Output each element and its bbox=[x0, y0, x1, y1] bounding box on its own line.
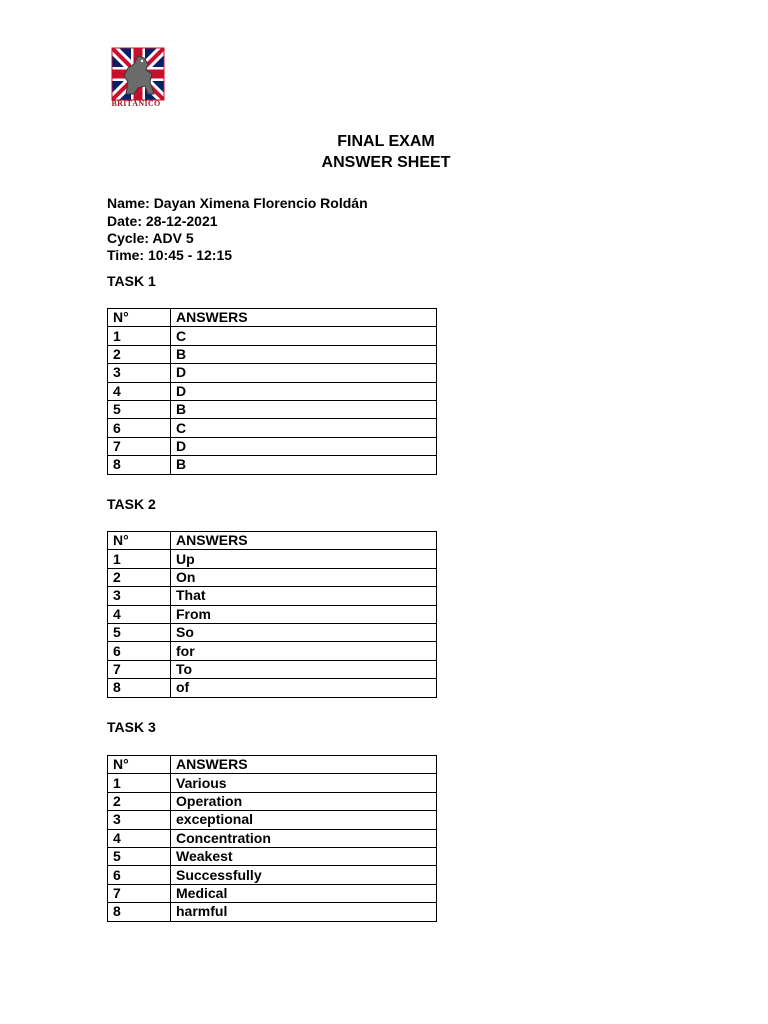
row-answer: Medical bbox=[171, 884, 437, 902]
row-number: 7 bbox=[108, 884, 171, 902]
info-name bbox=[107, 194, 368, 212]
table-row bbox=[108, 437, 437, 455]
table-row bbox=[108, 866, 437, 884]
table-row bbox=[108, 829, 437, 847]
row-answer: On bbox=[171, 568, 437, 586]
row-answer: Up bbox=[171, 550, 437, 568]
table-row bbox=[108, 605, 437, 623]
logo-wordmark: BRITÁNICO bbox=[111, 99, 161, 108]
row-number: 1 bbox=[108, 327, 171, 345]
column-header-answers: ANSWERS bbox=[171, 532, 437, 550]
column-header-number: N° bbox=[108, 756, 171, 774]
task-2-table bbox=[107, 531, 437, 698]
row-answer: B bbox=[171, 345, 437, 363]
row-number: 8 bbox=[108, 903, 171, 921]
table-row bbox=[108, 587, 437, 605]
row-answer: That bbox=[171, 587, 437, 605]
task-2-heading: TASK 2 bbox=[107, 496, 156, 512]
table-row bbox=[108, 811, 437, 829]
column-header-number: N° bbox=[108, 532, 171, 550]
row-number: 4 bbox=[108, 605, 171, 623]
row-number: 6 bbox=[108, 642, 171, 660]
row-number: 5 bbox=[108, 847, 171, 865]
date-value: 28-12-2021 bbox=[145, 213, 218, 229]
row-number: 5 bbox=[108, 400, 171, 418]
row-number: 1 bbox=[108, 774, 171, 792]
row-answer: harmful bbox=[171, 903, 437, 921]
info-cycle bbox=[107, 229, 194, 247]
name-label: Name: bbox=[107, 195, 150, 211]
row-answer: exceptional bbox=[171, 811, 437, 829]
row-answer: Concentration bbox=[171, 829, 437, 847]
table-row bbox=[108, 679, 437, 697]
row-answer: of bbox=[171, 679, 437, 697]
table-row bbox=[108, 456, 437, 474]
row-answer: Operation bbox=[171, 792, 437, 810]
row-answer: C bbox=[171, 419, 437, 437]
task-1-table bbox=[107, 308, 437, 475]
page-subtitle: ANSWER SHEET bbox=[321, 154, 451, 171]
name-value: Dayan Ximena Florencio Roldán bbox=[153, 195, 368, 211]
column-header-answers: ANSWERS bbox=[171, 756, 437, 774]
table-header-row bbox=[108, 532, 437, 550]
row-number: 2 bbox=[108, 792, 171, 810]
row-answer: B bbox=[171, 456, 437, 474]
row-answer: for bbox=[171, 642, 437, 660]
row-answer: Various bbox=[171, 774, 437, 792]
row-number: 5 bbox=[108, 623, 171, 641]
table-row bbox=[108, 568, 437, 586]
table-row bbox=[108, 400, 437, 418]
task-3-heading: TASK 3 bbox=[107, 719, 156, 735]
union-jack-lion-emblem bbox=[108, 46, 168, 102]
table-row bbox=[108, 327, 437, 345]
row-number: 4 bbox=[108, 382, 171, 400]
table-row bbox=[108, 792, 437, 810]
table-row bbox=[108, 550, 437, 568]
info-time bbox=[107, 246, 232, 264]
column-header-answers: ANSWERS bbox=[171, 309, 437, 327]
table-row bbox=[108, 364, 437, 382]
row-number: 3 bbox=[108, 811, 171, 829]
row-number: 7 bbox=[108, 660, 171, 678]
row-number: 8 bbox=[108, 679, 171, 697]
row-number: 7 bbox=[108, 437, 171, 455]
table-row bbox=[108, 847, 437, 865]
row-answer: So bbox=[171, 623, 437, 641]
row-answer: B bbox=[171, 400, 437, 418]
row-answer: Weakest bbox=[171, 847, 437, 865]
info-date bbox=[107, 212, 218, 230]
time-label: Time: bbox=[107, 247, 145, 263]
row-number: 3 bbox=[108, 364, 171, 382]
table-row bbox=[108, 903, 437, 921]
row-number: 2 bbox=[108, 345, 171, 363]
row-answer: Successfully bbox=[171, 866, 437, 884]
row-answer: To bbox=[171, 660, 437, 678]
table-row bbox=[108, 660, 437, 678]
table-row bbox=[108, 884, 437, 902]
cycle-value: ADV 5 bbox=[152, 230, 194, 246]
row-number: 8 bbox=[108, 456, 171, 474]
page-title: FINAL EXAM bbox=[337, 133, 435, 150]
table-row bbox=[108, 774, 437, 792]
task-1-heading: TASK 1 bbox=[107, 273, 156, 289]
row-number: 4 bbox=[108, 829, 171, 847]
row-number: 6 bbox=[108, 866, 171, 884]
table-row bbox=[108, 419, 437, 437]
date-label: Date: bbox=[107, 213, 143, 229]
table-row bbox=[108, 623, 437, 641]
row-number: 1 bbox=[108, 550, 171, 568]
row-answer: C bbox=[171, 327, 437, 345]
row-answer: From bbox=[171, 605, 437, 623]
table-header-row bbox=[108, 756, 437, 774]
row-number: 6 bbox=[108, 419, 171, 437]
table-row bbox=[108, 345, 437, 363]
table-row bbox=[108, 642, 437, 660]
table-row bbox=[108, 382, 437, 400]
cycle-label: Cycle: bbox=[107, 230, 150, 246]
time-value: 10:45 - 12:15 bbox=[147, 247, 233, 263]
row-number: 3 bbox=[108, 587, 171, 605]
task-3-table bbox=[107, 755, 437, 922]
row-answer: D bbox=[171, 437, 437, 455]
table-header-row bbox=[108, 309, 437, 327]
row-answer: D bbox=[171, 364, 437, 382]
row-answer: D bbox=[171, 382, 437, 400]
row-number: 2 bbox=[108, 568, 171, 586]
column-header-number: N° bbox=[108, 309, 171, 327]
